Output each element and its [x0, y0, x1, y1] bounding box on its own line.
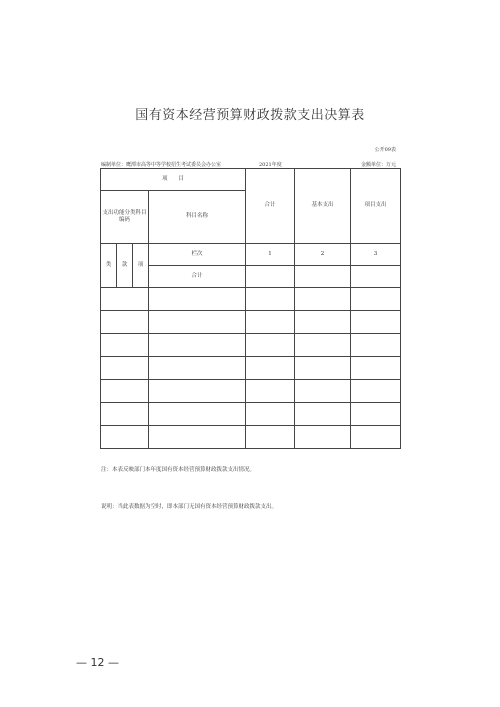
table-cell — [101, 426, 149, 449]
table-cell — [101, 403, 149, 426]
table-cell — [351, 380, 401, 403]
compiling-unit: 编制单位：鹰潭市高等中等学校招生考试委员会办公室 — [101, 162, 222, 168]
table-cell — [351, 357, 401, 380]
table-row — [101, 380, 401, 403]
table-cell — [101, 357, 149, 380]
column-label: 栏次 — [149, 244, 246, 266]
column-number-row — [101, 244, 401, 266]
table-cell — [101, 334, 149, 357]
table-cell — [295, 288, 351, 311]
total-cell — [295, 266, 351, 288]
table-cell — [149, 403, 246, 426]
table-cell — [351, 311, 401, 334]
table-cell — [246, 357, 295, 380]
table-cell — [101, 311, 149, 334]
table-cell — [295, 403, 351, 426]
table-cell — [351, 334, 401, 357]
table-cell — [295, 311, 351, 334]
column-number-1: 1 — [246, 244, 295, 266]
table-cell — [149, 426, 246, 449]
header-row-project — [101, 169, 401, 191]
table-cell — [101, 380, 149, 403]
table-cell — [246, 311, 295, 334]
table-cell — [149, 357, 246, 380]
total-header: 合计 — [246, 169, 295, 244]
table-cell — [295, 380, 351, 403]
form-code: 公开09表 — [374, 147, 396, 153]
table-row — [101, 426, 401, 449]
table-cell — [149, 334, 246, 357]
basic-expenditure-header: 基本支出 — [295, 169, 351, 244]
document-title: 国有资本经营预算财政拨款支出决算表 — [135, 108, 365, 123]
table-cell — [149, 288, 246, 311]
fiscal-year: 2021年度 — [259, 162, 282, 168]
table-cell — [101, 288, 149, 311]
table-row — [101, 357, 401, 380]
table-cell — [246, 288, 295, 311]
table-cell — [351, 288, 401, 311]
table-cell — [295, 357, 351, 380]
amount-unit: 金额单位：万元 — [360, 162, 396, 168]
table-cell — [149, 311, 246, 334]
table-cell — [351, 403, 401, 426]
table-cell — [246, 426, 295, 449]
table-explanation: 说明：当此表数据为空时，即本部门无国有资本经营预算财政拨款支出。 — [101, 504, 278, 510]
total-row-label: 合计 — [149, 266, 246, 288]
table-row — [101, 403, 401, 426]
page-number: — 12 — — [76, 656, 119, 669]
expenditure-table — [100, 168, 401, 449]
lei-header: 类 — [101, 244, 117, 288]
function-classification-header: 支出功能分类科目编码 — [101, 191, 149, 244]
column-number-2: 2 — [295, 244, 351, 266]
table-cell — [246, 334, 295, 357]
project-expenditure-header: 项目支出 — [351, 169, 401, 244]
table-cell — [246, 403, 295, 426]
table-cell — [295, 334, 351, 357]
table-cell — [351, 426, 401, 449]
total-cell — [351, 266, 401, 288]
total-cell — [246, 266, 295, 288]
table-row — [101, 334, 401, 357]
table-note: 注：本表反映部门本年度国有资本经营预算财政拨款支出情况。 — [101, 467, 256, 473]
table-row — [101, 311, 401, 334]
table-cell — [295, 426, 351, 449]
table-cell — [246, 380, 295, 403]
column-number-3: 3 — [351, 244, 401, 266]
xiang-header: 项 — [133, 244, 149, 288]
table-row — [101, 288, 401, 311]
project-header: 项 目 — [101, 169, 246, 191]
subject-name-header: 科目名称 — [149, 191, 246, 244]
kuan-header: 款 — [117, 244, 133, 288]
table-cell — [149, 380, 246, 403]
